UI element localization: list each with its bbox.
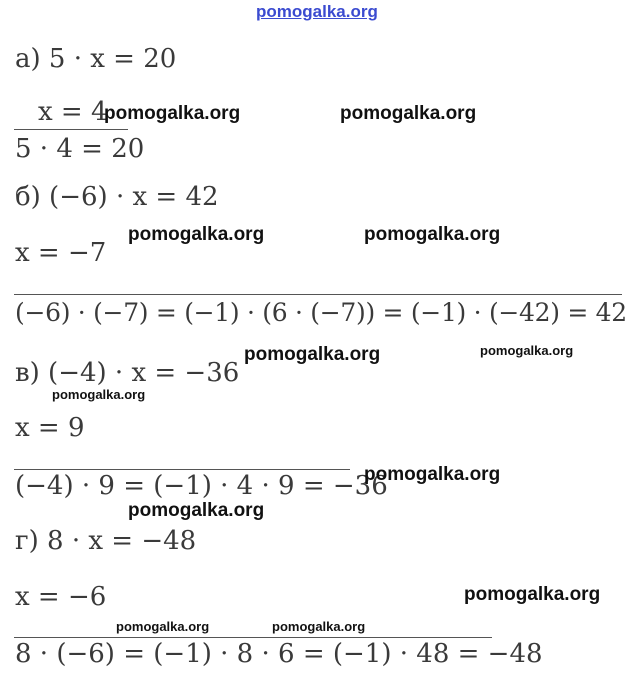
check-d: 8 · (−6) = (−1) · 8 · 6 = (−1) · 48 = −48 <box>15 639 543 669</box>
watermark: pomogalka.org <box>340 103 477 124</box>
watermark: pomogalka.org <box>128 224 265 245</box>
header-watermark[interactable]: pomogalka.org <box>256 2 378 21</box>
equation-a: а) 5 · x = 20 <box>15 44 177 74</box>
solution-b: x = −7 <box>15 238 107 268</box>
watermark: pomogalka.org <box>364 464 501 485</box>
equation-d: г) 8 · x = −48 <box>15 526 197 556</box>
check-c: (−4) · 9 = (−1) · 4 · 9 = −36 <box>15 471 388 501</box>
equation-b: б) (−6) · x = 42 <box>15 182 219 212</box>
check-b: (−6) · (−7) = (−1) · (6 · (−7)) = (−1) · (−42) = 42 <box>15 298 627 327</box>
divider-c <box>14 469 350 470</box>
check-a: 5 · 4 = 20 <box>15 134 145 164</box>
equation-c: в) (−4) · x = −36 <box>15 358 240 388</box>
divider-d <box>14 637 492 638</box>
solution-c: x = 9 <box>15 413 85 443</box>
divider-a <box>14 129 128 130</box>
divider-b <box>14 294 622 295</box>
solution-d: x = −6 <box>15 582 107 612</box>
watermark: pomogalka.org <box>128 500 265 521</box>
solution-a: x = 4 <box>38 97 108 127</box>
watermark: pomogalka.org <box>52 387 146 402</box>
watermark: pomogalka.org <box>464 584 601 605</box>
watermark: pomogalka.org <box>116 619 210 634</box>
watermark: pomogalka.org <box>272 619 366 634</box>
watermark: pomogalka.org <box>480 343 574 358</box>
watermark: pomogalka.org <box>104 103 241 124</box>
watermark: pomogalka.org <box>364 224 501 245</box>
watermark: pomogalka.org <box>244 344 381 365</box>
